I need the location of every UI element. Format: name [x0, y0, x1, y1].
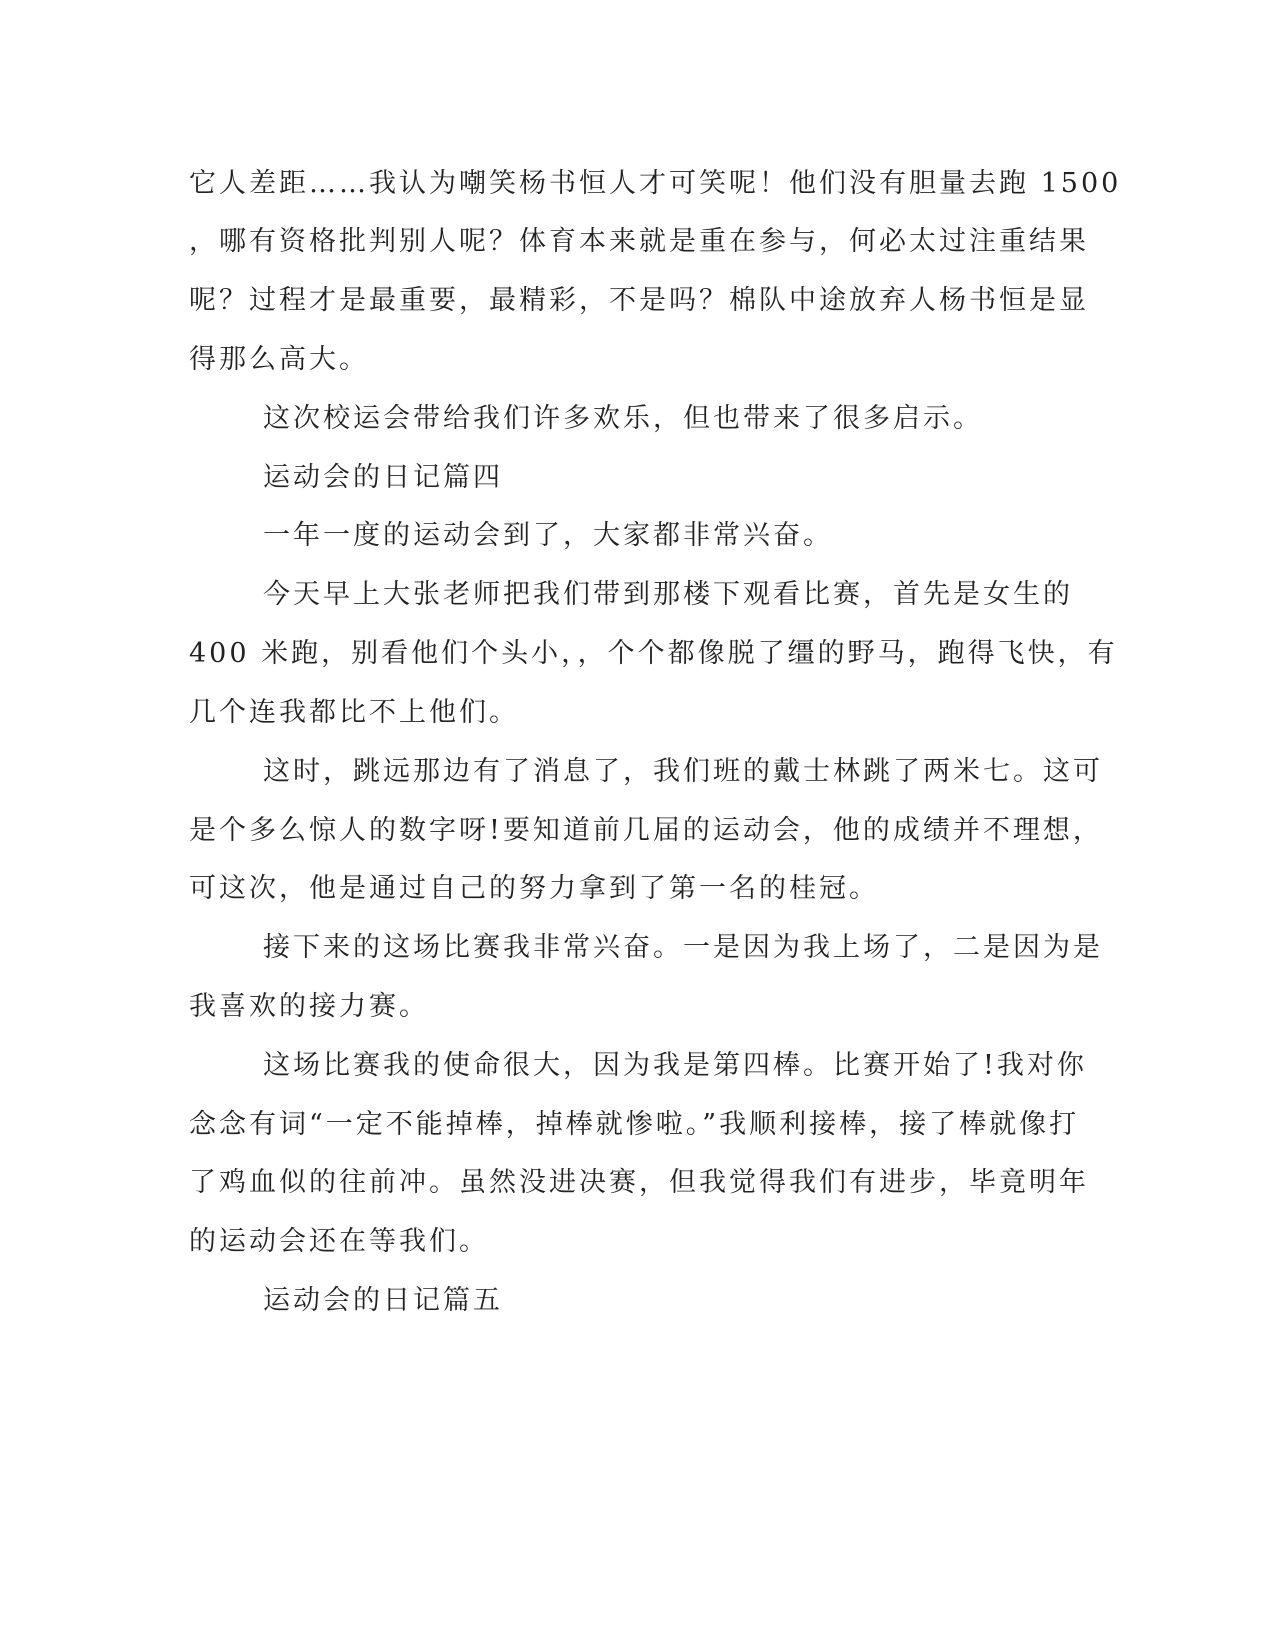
text-line: 可这次，他是通过自己的努力拿到了第一名的桂冠。	[189, 873, 879, 904]
text-line: 是个多么惊人的数字呀!要知道前几届的运动会，他的成绩并不理想，	[189, 815, 1103, 846]
text-line: 念念有词“一定不能掉棒，掉棒就惨啦。”我顺利接棒，接了棒就像打	[189, 1109, 1080, 1140]
text-line: 呢？过程才是最重要，最精彩，不是吗？棉队中途放弃人杨书恒是显	[189, 285, 1089, 316]
paragraph-line: 接下来的这场比赛我非常兴奋。一是因为我上场了，二是因为是	[263, 932, 1103, 963]
text-line: 它人差距……我认为嘲笑杨书恒人才可笑呢！他们没有胆量去跑 1500	[189, 168, 1122, 199]
text-line: 了鸡血似的往前冲。虽然没进决赛，但我觉得我们有进步，毕竟明年	[189, 1167, 1089, 1198]
text-line: 得那么高大。	[189, 344, 369, 375]
text-line: ，哪有资格批判别人呢？体育本来就是重在参与，何必太过注重结果	[189, 226, 1089, 257]
paragraph-line: 一年一度的运动会到了，大家都非常兴奋。	[263, 520, 833, 551]
section-heading: 运动会的日记篇五	[263, 1285, 503, 1316]
text-line: 我喜欢的接力赛。	[189, 991, 429, 1022]
text-line: 几个连我都比不上他们。	[189, 697, 519, 728]
paragraph-line: 今天早上大张老师把我们带到那楼下观看比赛，首先是女生的	[263, 579, 1073, 610]
paragraph-line: 这时，跳远那边有了消息了，我们班的戴士林跳了两米七。这可	[263, 756, 1103, 787]
section-heading: 运动会的日记篇四	[263, 462, 503, 493]
paragraph-line: 这次校运会带给我们许多欢乐，但也带来了很多启示。	[263, 403, 983, 434]
text-line: 400 米跑，别看他们个头小，，个个都像脱了缰的野马，跑得飞快，有	[189, 638, 1118, 669]
text-line: 的运动会还在等我们。	[189, 1226, 489, 1257]
paragraph-line: 这场比赛我的使命很大，因为我是第四棒。比赛开始了!我对你	[263, 1050, 1087, 1081]
